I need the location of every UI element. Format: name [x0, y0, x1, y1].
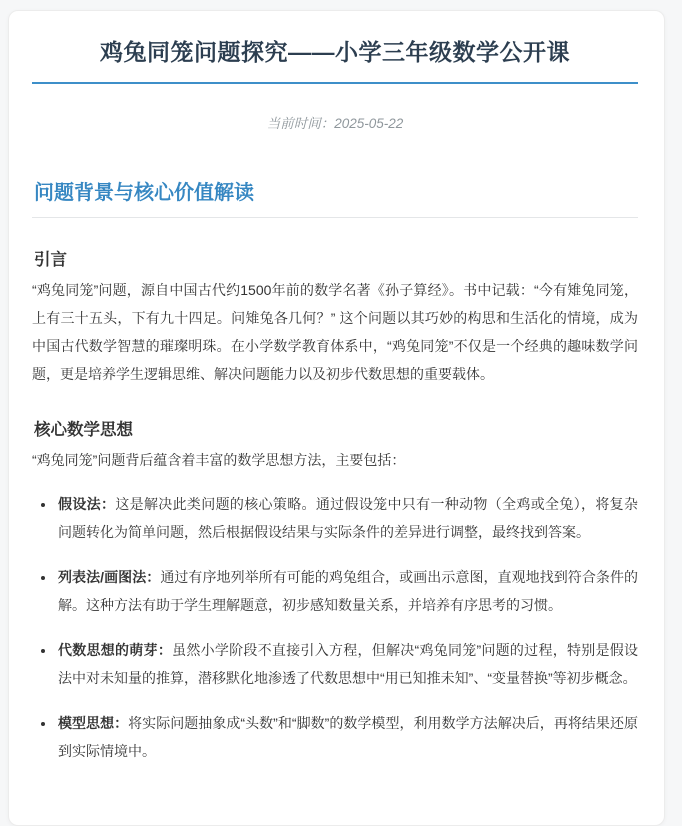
page-title: 鸡兔同笼问题探究——小学三年级数学公开课 — [32, 27, 638, 84]
intro-paragraph: “鸡兔同笼”问题，源自中国古代约1500年前的数学名著《孙子算经》。书中记载：“今有雉兔同笼，上有三十五头，下有九十四足。问雉兔各几何？” 这个问题以其巧妙的构思和生活化的情境，成为中国古代数学智慧的璀璨明珠。在小学数学教育体系中，“鸡兔同笼”不仅是一个经典的趣味数学问题，更是培养学生逻辑思维、解决问题能力以及初步代数思想的重要载体。 — [32, 282, 638, 383]
section-heading: 问题背景与核心价值解读 — [32, 176, 638, 218]
document-card — [8, 10, 665, 826]
list-item-text: 虽然小学阶段不直接引入方程，但解决“鸡兔同笼”问题的过程，特别是假设法中对未知量的推算，潜移默化地渗透了代数思想中“用已知推未知”、“变量替换”等初步概念。 — [58, 642, 639, 687]
list-item-model-thinking — [56, 709, 638, 765]
list-item-hypothesis-method — [56, 490, 638, 546]
list-item-term: 列表法/画图法： — [58, 569, 161, 586]
list-item-term: 假设法： — [58, 496, 116, 513]
list-item-term: 模型思想： — [58, 715, 129, 732]
current-date: 当前时间：2025-05-22 — [266, 116, 404, 132]
list-item-algebraic-thinking — [56, 636, 638, 692]
list-item-text: 通过有序地列举所有可能的鸡兔组合，或画出示意图，直观地找到符合条件的解。这种方法有助于学生理解题意，初步感知数量关系，并培养有序思考的习惯。 — [58, 569, 639, 614]
list-item-table-drawing-method — [56, 563, 638, 619]
list-item-text: 将实际问题抽象成“头数”和“脚数”的数学模型，利用数学方法解决后，再将结果还原到实际情境中。 — [58, 715, 638, 760]
list-item-text: 这是解决此类问题的核心策略。通过假设笼中只有一种动物（全鸡或全兔），将复杂问题转化为简单问题，然后根据假设结果与实际条件的差异进行调整，最终找到答案。 — [58, 496, 639, 541]
core-ideas-lead-paragraph: “鸡兔同笼”问题背后蕴含着丰富的数学思想方法，主要包括： — [32, 452, 406, 469]
list-item-term: 代数思想的萌芽： — [58, 642, 173, 659]
subsection-heading-core-ideas: 核心数学思想 — [34, 421, 133, 440]
subsection-heading-intro: 引言 — [34, 251, 67, 270]
methods-list — [32, 490, 638, 765]
